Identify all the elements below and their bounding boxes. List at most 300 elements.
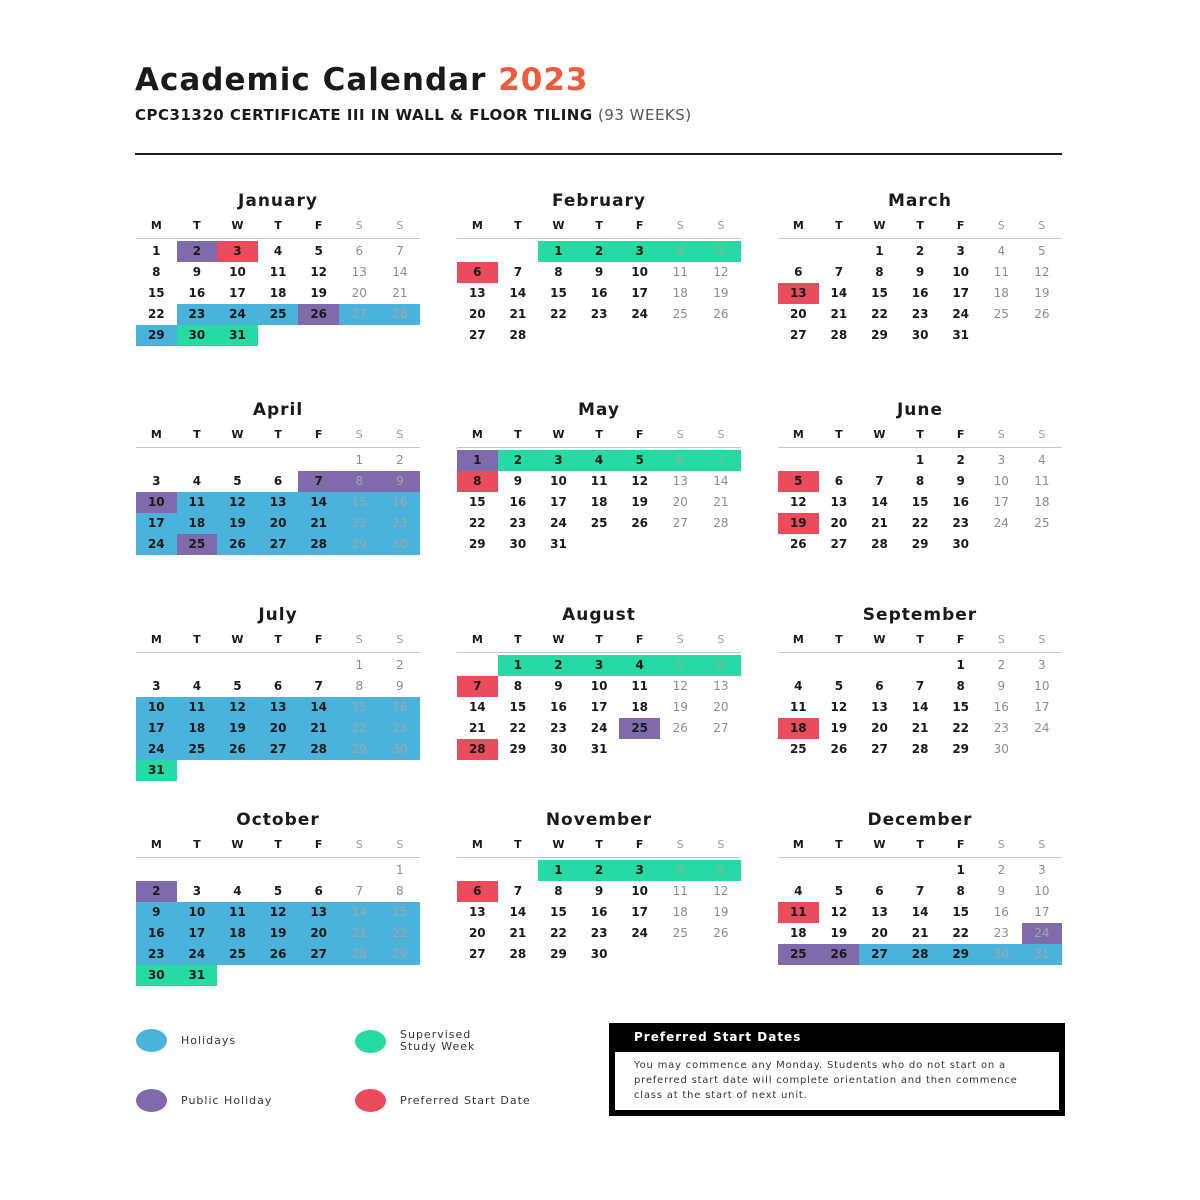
month-june [778, 396, 1062, 555]
day-cell: 31 [590, 742, 608, 756]
weekday-label: T [595, 633, 603, 646]
weekday-label: M [150, 633, 162, 646]
day-cell: 8 [355, 679, 364, 693]
day-cell: 21 [392, 286, 408, 300]
day-cell: 18 [789, 926, 807, 940]
weekday-label: S [676, 219, 684, 232]
weekday-header [136, 629, 420, 653]
empty-cell [136, 655, 177, 676]
day-cell: 14 [298, 492, 339, 513]
weekday-header [457, 629, 741, 653]
day-cell: 31 [550, 537, 567, 551]
day-cell: 8 [152, 265, 161, 279]
month-name: February [551, 191, 647, 211]
weekday-label: T [916, 633, 924, 646]
empty-cell [298, 655, 339, 676]
weekday-label: W [231, 838, 244, 851]
day-cell: 3 [619, 860, 660, 881]
empty-cell [778, 655, 819, 676]
day-cell: 25 [778, 944, 819, 965]
day-cell: 30 [509, 537, 527, 551]
day-grid [778, 860, 1062, 965]
day-cell: 9 [594, 265, 604, 279]
day-cell: 19 [778, 513, 819, 534]
day-cell: 25 [993, 307, 1009, 321]
day-cell: 21 [468, 721, 486, 735]
day-cell: 26 [258, 944, 299, 965]
day-cell: 23 [590, 307, 608, 321]
day-cell: 26 [713, 307, 729, 321]
day-cell: 4 [660, 860, 701, 881]
weekday-label: M [471, 219, 483, 232]
weekday-label: S [1038, 219, 1046, 232]
day-cell: 16 [993, 700, 1009, 714]
day-cell: 7 [355, 884, 364, 898]
day-cell: 11 [590, 474, 608, 488]
day-cell: 6 [314, 884, 323, 898]
day-cell: 24 [1022, 923, 1063, 944]
day-cell: 30 [380, 534, 421, 555]
day-cell: 19 [217, 718, 258, 739]
weekday-label: W [873, 633, 886, 646]
day-cell: 9 [513, 474, 523, 488]
month-may [457, 396, 741, 555]
day-cell: 17 [631, 905, 649, 919]
day-cell: 29 [911, 537, 929, 551]
day-cell: 27 [468, 947, 486, 961]
weekday-header [136, 424, 420, 448]
day-cell: 8 [513, 679, 523, 693]
day-cell: 21 [298, 718, 339, 739]
empty-cell [217, 450, 258, 471]
weekday-label: T [274, 428, 282, 441]
day-cell: 25 [619, 718, 660, 739]
day-cell: 22 [952, 926, 970, 940]
day-cell: 19 [713, 905, 729, 919]
day-cell: 4 [794, 884, 803, 898]
day-cell: 21 [339, 923, 380, 944]
day-cell: 16 [550, 700, 567, 714]
weekday-label: S [676, 633, 684, 646]
empty-cell [498, 860, 539, 881]
day-cell: 9 [192, 265, 202, 279]
weekday-label: S [396, 428, 404, 441]
day-cell: 12 [217, 697, 258, 718]
day-cell: 6 [875, 884, 884, 898]
day-cell: 29 [550, 947, 567, 961]
empty-cell [819, 860, 860, 881]
day-cell: 4 [192, 679, 202, 693]
day-cell: 18 [269, 286, 287, 300]
day-cell: 12 [713, 884, 729, 898]
day-cell: 31 [136, 760, 177, 781]
weekday-header [457, 424, 741, 448]
empty-cell [258, 655, 299, 676]
day-cell: 7 [396, 244, 404, 258]
day-cell: 11 [177, 492, 218, 513]
day-cell: 10 [631, 265, 649, 279]
day-cell: 14 [713, 474, 729, 488]
course-subtitle [135, 106, 692, 124]
weekday-label: T [595, 428, 603, 441]
legend-study-label: Supervised Study Week [400, 1028, 476, 1053]
day-cell: 1 [355, 658, 364, 672]
day-cell: 27 [258, 534, 299, 555]
day-cell: 20 [871, 721, 888, 735]
day-cell: 22 [339, 513, 380, 534]
day-cell: 13 [778, 283, 819, 304]
day-cell: 21 [911, 926, 929, 940]
weekday-label: W [873, 428, 886, 441]
empty-cell [778, 241, 819, 262]
weekday-label: S [396, 633, 404, 646]
day-cell: 15 [509, 700, 527, 714]
weekday-label: F [635, 633, 644, 646]
day-cell: 19 [830, 926, 848, 940]
day-cell: 2 [997, 863, 1006, 877]
month-name: April [252, 400, 304, 420]
day-cell: 4 [233, 884, 242, 898]
day-cell: 2 [956, 453, 965, 467]
weekday-label: M [150, 428, 162, 441]
day-cell: 8 [339, 471, 380, 492]
weekday-label: F [314, 428, 323, 441]
day-cell: 10 [550, 474, 567, 488]
day-cell: 22 [911, 516, 929, 530]
empty-cell [177, 450, 218, 471]
day-cell: 3 [1038, 658, 1046, 672]
day-cell: 10 [993, 474, 1009, 488]
day-cell: 31 [217, 325, 258, 346]
month-october [136, 806, 420, 986]
weekday-label: S [676, 838, 684, 851]
day-cell: 15 [550, 905, 567, 919]
day-cell: 15 [339, 492, 380, 513]
day-cell: 27 [789, 328, 807, 342]
weekday-label: F [314, 219, 323, 232]
day-cell: 14 [298, 697, 339, 718]
day-cell: 12 [830, 905, 848, 919]
day-cell: 20 [713, 700, 729, 714]
day-cell: 10 [590, 679, 608, 693]
day-cell: 6 [701, 655, 742, 676]
day-cell: 21 [509, 926, 527, 940]
day-cell: 14 [468, 700, 486, 714]
day-cell: 3 [1038, 863, 1046, 877]
weekday-label: T [514, 838, 522, 851]
month-august [457, 601, 741, 760]
month-name: November [545, 810, 653, 830]
day-cell: 29 [940, 944, 981, 965]
day-cell: 24 [136, 739, 177, 760]
day-cell: 30 [136, 965, 177, 986]
day-cell: 13 [871, 700, 888, 714]
day-cell: 21 [871, 516, 888, 530]
weekday-label: S [355, 219, 363, 232]
weekday-label: M [792, 428, 804, 441]
day-cell: 27 [672, 516, 688, 530]
day-cell: 17 [136, 718, 177, 739]
day-cell: 3 [192, 884, 202, 898]
day-cell: 25 [590, 516, 608, 530]
day-cell: 25 [177, 534, 218, 555]
day-cell: 26 [631, 516, 649, 530]
day-cell: 11 [778, 902, 819, 923]
day-cell: 1 [956, 658, 965, 672]
day-cell: 12 [1034, 265, 1050, 279]
day-grid [136, 655, 420, 781]
day-cell: 10 [1034, 884, 1050, 898]
day-cell: 24 [136, 534, 177, 555]
legend-public-holiday [136, 1089, 272, 1112]
day-cell: 12 [258, 902, 299, 923]
day-cell: 15 [550, 286, 567, 300]
day-cell: 14 [392, 265, 408, 279]
day-cell: 17 [550, 495, 567, 509]
weekday-label: F [314, 838, 323, 851]
weekday-label: S [997, 428, 1005, 441]
day-cell: 7 [513, 884, 523, 898]
weekday-label: W [231, 428, 244, 441]
day-cell: 24 [952, 307, 970, 321]
day-cell: 2 [498, 450, 539, 471]
day-cell: 4 [273, 244, 283, 258]
day-cell: 24 [550, 516, 567, 530]
month-name: December [867, 810, 973, 830]
legend-holidays [136, 1029, 236, 1052]
day-cell: 27 [298, 944, 339, 965]
weekday-label: T [274, 633, 282, 646]
weekday-label: T [916, 838, 924, 851]
day-cell: 13 [468, 286, 486, 300]
day-cell: 23 [952, 516, 970, 530]
month-november [457, 806, 741, 965]
day-cell: 22 [509, 721, 527, 735]
day-cell: 12 [789, 495, 807, 509]
day-cell: 24 [1034, 721, 1050, 735]
day-cell: 22 [468, 516, 486, 530]
day-grid [778, 241, 1062, 346]
day-cell: 2 [579, 241, 620, 262]
weekday-header [136, 215, 420, 239]
day-cell: 6 [457, 262, 498, 283]
empty-cell [339, 860, 380, 881]
weekday-label: T [916, 428, 924, 441]
weekday-label: M [792, 633, 804, 646]
legend-preferred-label: Preferred Start Date [400, 1093, 531, 1107]
day-cell: 30 [590, 947, 608, 961]
day-cell: 2 [538, 655, 579, 676]
day-cell: 26 [672, 721, 688, 735]
day-cell: 16 [590, 286, 608, 300]
day-cell: 30 [911, 328, 929, 342]
day-cell: 5 [701, 860, 742, 881]
day-cell: 15 [871, 286, 888, 300]
day-cell: 27 [468, 328, 486, 342]
weekday-label: T [595, 838, 603, 851]
weekday-label: S [717, 838, 725, 851]
day-cell: 26 [830, 742, 848, 756]
day-cell: 8 [554, 265, 563, 279]
day-cell: 6 [794, 265, 803, 279]
day-cell: 3 [152, 679, 161, 693]
weekday-label: S [1038, 838, 1046, 851]
day-cell: 31 [177, 965, 218, 986]
month-name: June [896, 400, 944, 420]
month-name: January [238, 191, 318, 211]
month-april [136, 396, 420, 555]
day-cell: 21 [830, 307, 848, 321]
day-cell: 28 [911, 742, 929, 756]
day-cell: 25 [177, 739, 218, 760]
day-cell: 9 [997, 884, 1006, 898]
day-cell: 28 [830, 328, 848, 342]
day-cell: 19 [830, 721, 848, 735]
day-cell: 24 [177, 944, 218, 965]
day-cell: 5 [233, 474, 242, 488]
month-december [778, 806, 1062, 965]
day-cell: 7 [298, 471, 339, 492]
weekday-label: S [396, 219, 404, 232]
day-cell: 24 [631, 926, 649, 940]
day-cell: 10 [136, 697, 177, 718]
title-text: Academic Calendar [135, 62, 487, 98]
day-cell: 4 [619, 655, 660, 676]
weekday-label: S [1038, 428, 1046, 441]
day-cell: 28 [713, 516, 729, 530]
day-cell: 27 [713, 721, 729, 735]
weekday-label: W [231, 633, 244, 646]
weekday-label: M [792, 838, 804, 851]
day-cell: 15 [339, 697, 380, 718]
day-cell: 18 [778, 718, 819, 739]
day-cell: 20 [258, 513, 299, 534]
day-cell: 23 [590, 926, 608, 940]
day-cell: 6 [355, 244, 364, 258]
day-cell: 20 [789, 307, 807, 321]
day-cell: 12 [310, 265, 328, 279]
weekday-label: M [471, 633, 483, 646]
day-cell: 30 [177, 325, 218, 346]
day-cell: 14 [871, 495, 888, 509]
day-cell: 6 [875, 679, 884, 693]
weekday-header [778, 424, 1062, 448]
day-cell: 13 [468, 905, 486, 919]
weekday-label: F [956, 428, 965, 441]
empty-cell [819, 241, 860, 262]
day-cell: 18 [590, 495, 608, 509]
weekday-label: W [552, 428, 565, 441]
day-cell: 5 [1038, 244, 1046, 258]
day-cell: 20 [871, 926, 888, 940]
day-cell: 4 [660, 241, 701, 262]
day-cell: 29 [871, 328, 888, 342]
legend-public-label: Public Holiday [181, 1093, 273, 1107]
day-cell: 14 [339, 902, 380, 923]
day-cell: 5 [619, 450, 660, 471]
day-cell: 8 [875, 265, 884, 279]
weekday-label: S [355, 428, 363, 441]
legend-holidays-label: Holidays [181, 1033, 237, 1047]
day-cell: 17 [631, 286, 649, 300]
day-cell: 23 [993, 926, 1009, 940]
day-cell: 8 [457, 471, 498, 492]
day-cell: 29 [380, 944, 421, 965]
day-cell: 11 [217, 902, 258, 923]
day-cell: 4 [192, 474, 202, 488]
weekday-label: T [514, 428, 522, 441]
legend-study [355, 1029, 475, 1053]
weekday-label: S [355, 633, 363, 646]
day-cell: 22 [550, 307, 567, 321]
weekday-header [457, 215, 741, 239]
day-cell: 12 [631, 474, 649, 488]
day-cell: 25 [672, 926, 688, 940]
day-cell: 23 [177, 304, 218, 325]
day-cell: 28 [871, 537, 888, 551]
day-cell: 1 [875, 244, 884, 258]
day-cell: 20 [468, 926, 486, 940]
weekday-header [778, 215, 1062, 239]
day-cell: 4 [579, 450, 620, 471]
day-cell: 26 [217, 534, 258, 555]
weekday-label: T [193, 428, 201, 441]
holidays-dot-icon [136, 1029, 167, 1052]
weekday-label: T [595, 219, 603, 232]
day-cell: 7 [875, 474, 884, 488]
day-cell: 17 [993, 495, 1009, 509]
day-cell: 23 [993, 721, 1009, 735]
weekday-label: F [635, 219, 644, 232]
preferred-start-dot-icon [355, 1089, 386, 1112]
day-cell: 23 [509, 516, 527, 530]
day-cell: 23 [911, 307, 929, 321]
day-cell: 18 [672, 286, 688, 300]
weekday-label: S [717, 428, 725, 441]
day-cell: 5 [273, 884, 283, 898]
weekday-label: W [873, 219, 886, 232]
day-cell: 15 [468, 495, 486, 509]
empty-cell [900, 860, 941, 881]
day-cell: 4 [1038, 453, 1046, 467]
day-cell: 18 [1034, 495, 1050, 509]
day-cell: 19 [1034, 286, 1050, 300]
day-cell: 10 [229, 265, 246, 279]
day-cell: 7 [457, 676, 498, 697]
day-cell: 10 [1034, 679, 1050, 693]
day-cell: 8 [956, 884, 965, 898]
day-cell: 14 [830, 286, 848, 300]
day-cell: 22 [952, 721, 970, 735]
day-cell: 19 [217, 513, 258, 534]
day-cell: 18 [177, 513, 218, 534]
day-cell: 26 [713, 926, 729, 940]
month-name: March [888, 191, 952, 211]
day-cell: 24 [631, 307, 649, 321]
weekday-label: F [956, 219, 965, 232]
day-cell: 9 [396, 679, 404, 693]
day-grid [136, 241, 420, 346]
day-cell: 5 [660, 655, 701, 676]
day-cell: 10 [177, 902, 218, 923]
day-cell: 11 [269, 265, 287, 279]
empty-cell [177, 860, 218, 881]
day-cell: 16 [380, 697, 421, 718]
weekday-label: W [552, 219, 565, 232]
weekday-label: T [514, 633, 522, 646]
day-cell: 31 [952, 328, 970, 342]
day-cell: 11 [177, 697, 218, 718]
